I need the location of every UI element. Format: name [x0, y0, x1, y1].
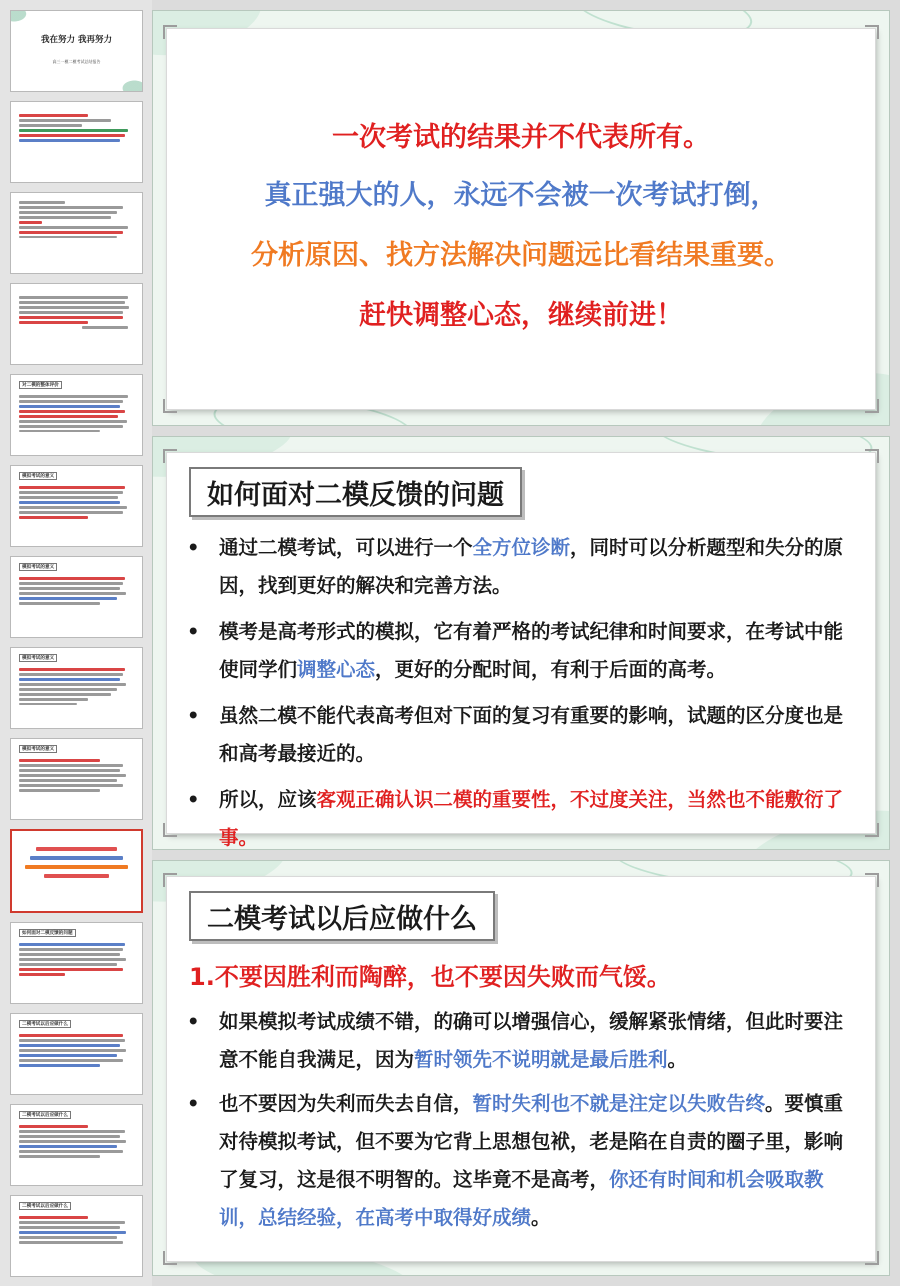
thumbnail-quote-lines [18, 847, 135, 883]
thumbnail-text-lines [19, 201, 134, 241]
thumbnail-text-lines [19, 1034, 134, 1069]
slide-content-panel [167, 453, 875, 849]
thumbnail-text-lines [19, 486, 134, 521]
thumbnail-text-lines [19, 943, 134, 978]
slide-thumbnail-2[interactable] [10, 101, 143, 183]
slide-title: 如何面对二模反馈的问题 [189, 467, 522, 517]
thumbnail-text-lines [19, 114, 134, 144]
slide-content-panel [167, 29, 875, 409]
thumbnail-text-lines [19, 668, 134, 708]
thumbnail-heading: 二模考试以后应做什么 [19, 1202, 71, 1210]
slide-content-panel [167, 877, 875, 1261]
bullet-item: • 通过二模考试，可以进行一个全方位诊断，同时可以分析题型和失分的原因，找到更好的解决和完善方法。 [185, 529, 859, 605]
highlight-text: 暂时领先不说明就是最后胜利 [414, 1048, 668, 1071]
slide-thumbnail-1[interactable] [10, 10, 143, 92]
slide-thumbnail-5[interactable] [10, 374, 143, 456]
slide-thumbnail-10-selected[interactable] [10, 829, 143, 913]
bullet-list [185, 1003, 859, 1243]
slide-thumbnail-14[interactable] [10, 1195, 143, 1277]
slide-second-mock-feedback[interactable] [152, 436, 890, 850]
thumbnail-text-lines [19, 577, 134, 607]
thumbnail-title: 我在努力 我再努力 [41, 35, 112, 45]
bullet-item: • 如果模拟考试成绩不错，的确可以增强信心，缓解紧张情绪，但此时要注意不能自我满足，因为暂时领先不说明就是最后胜利。 [185, 1003, 859, 1079]
slide-thumbnail-4[interactable] [10, 283, 143, 365]
slide-thumbnail-6[interactable] [10, 465, 143, 547]
thumbnail-heading: 模拟考试的意义 [19, 745, 57, 753]
thumbnail-text-lines [19, 1216, 134, 1246]
bullet-item: • 模考是高考形式的模拟，它有着严格的考试纪律和时间要求，在考试中能使同学们调整心态，更好的分配时间，有利于后面的高考。 [185, 613, 859, 689]
highlight-text: 全方位诊断 [472, 536, 571, 559]
bullet-item: • 所以，应该客观正确认识二模的重要性，不过度关注，当然也不能敷衍了事。 [185, 781, 859, 850]
slide-thumbnail-11[interactable] [10, 922, 143, 1004]
thumbnail-heading: 对二模的整体评价 [19, 381, 62, 389]
highlight-text: 调整心态 [297, 658, 376, 681]
slide-quote[interactable] [152, 10, 890, 426]
slide-thumbnail-13[interactable] [10, 1104, 143, 1186]
thumbnail-heading: 模拟考试的意义 [19, 563, 57, 571]
thumbnail-heading: 二模考试以后应做什么 [19, 1111, 71, 1119]
thumbnail-heading: 二模考试以后应做什么 [19, 1020, 71, 1028]
thumbnail-text-lines [19, 1125, 134, 1160]
highlight-text: 你还有时间和机会吸取教训，总结经验，在高考中取得好成绩 [219, 1168, 824, 1229]
leaf-decoration-icon [10, 10, 35, 27]
slide-thumbnail-7[interactable] [10, 556, 143, 638]
thumbnail-heading: 模拟考试的意义 [19, 472, 57, 480]
leaf-decoration-icon [114, 75, 143, 92]
thumbnail-heading: 模拟考试的意义 [19, 654, 57, 662]
slide-thumbnail-3[interactable] [10, 192, 143, 274]
slide-thumbnail-9[interactable] [10, 738, 143, 820]
quote-line-2: 真正强大的人，永远不会被一次考试打倒， [264, 180, 778, 211]
bullet-item: • 也不要因为失利而失去自信，暂时失利也不就是注定以失败告终。要慎重对待模拟考试，但不要为它背上思想包袱，老是陷在自责的圈子里，影响了复习，这是很不明智的。这毕竟不是高考，你还有时间和机会吸取教训，总结经验，在高考中取得好成绩。 [185, 1085, 859, 1237]
quote-line-4: 赶快调整心态，继续前进！ [359, 300, 683, 331]
highlight-text: 客观正确认识二模的重要性，不过度关注，当然也不能敷衍了事。 [219, 788, 844, 849]
slide-thumbnail-12[interactable] [10, 1013, 143, 1095]
thumbnail-text-lines [19, 759, 134, 794]
bullet-item: • 虽然二模不能代表高考但对下面的复习有重要的影响，试题的区分度也是和高考最接近的。 [185, 697, 859, 773]
quote-line-1: 一次考试的结果并不代表所有。 [332, 122, 710, 153]
quote-line-3: 分析原因、找方法解决问题远比看结果重要。 [251, 240, 791, 271]
thumbnail-text-lines [19, 296, 134, 331]
thumbnail-heading: 如何面对二模反馈的问题 [19, 929, 76, 937]
slide-subheading: 1.不要因胜利而陶醉，也不要因失败而气馁。 [189, 963, 671, 991]
slide-thumbnail-8[interactable] [10, 647, 143, 729]
slide-thumbnail-panel [0, 0, 152, 1286]
highlight-text: 暂时失利也不就是注定以失败告终 [472, 1092, 766, 1115]
slide-title: 二模考试以后应做什么 [189, 891, 495, 941]
bullet-list [185, 529, 859, 850]
thumbnail-text-lines [19, 395, 134, 435]
slide-after-second-mock[interactable] [152, 860, 890, 1276]
thumbnail-subtitle: 高三一模二模考试总结报告 [52, 59, 101, 65]
